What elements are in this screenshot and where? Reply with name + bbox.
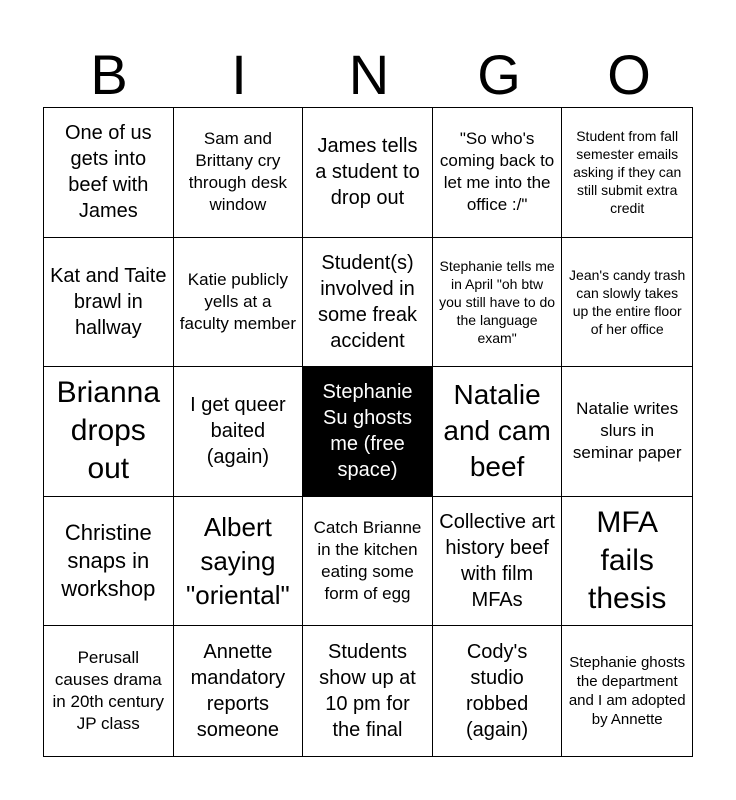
bingo-cell[interactable] <box>303 238 433 368</box>
cell-text: I get queer baited (again) <box>190 394 286 469</box>
bingo-cell[interactable] <box>433 367 563 497</box>
bingo-cell[interactable] <box>44 108 174 238</box>
bingo-cell[interactable] <box>562 238 692 368</box>
bingo-cell[interactable] <box>433 238 563 368</box>
bingo-cell[interactable] <box>433 497 563 627</box>
cell-text: Catch Brianne in the kitchen eating some form of egg <box>313 518 422 604</box>
bingo-cell[interactable] <box>303 497 433 627</box>
bingo-cell[interactable] <box>44 626 174 756</box>
cell-text: Cody's studio robbed (again) <box>465 641 529 742</box>
cell-text: MFA fails thesis <box>588 506 667 616</box>
header-letter-g: G <box>477 43 521 106</box>
cell-text: Stephanie Su ghosts me (free space) <box>322 381 413 482</box>
bingo-grid <box>43 107 693 757</box>
header-letter-b: B <box>90 43 128 106</box>
header-letter-i: I <box>231 43 247 106</box>
bingo-cell[interactable] <box>174 497 304 627</box>
bingo-cell[interactable] <box>562 108 692 238</box>
cell-text: James tells a student to drop out <box>315 135 420 210</box>
header-letter-n: N <box>348 43 390 106</box>
cell-text: Kat and Taite brawl in hallway <box>50 264 167 339</box>
cell-text: Collective art history beef with film MFAs <box>439 511 555 612</box>
bingo-cell[interactable] <box>433 626 563 756</box>
bingo-cell[interactable] <box>562 367 692 497</box>
free-space-cell[interactable] <box>303 367 433 497</box>
cell-text: Annette mandatory reports someone <box>190 641 286 742</box>
bingo-cell[interactable] <box>433 108 563 238</box>
bingo-cell[interactable] <box>562 497 692 627</box>
bingo-cell[interactable] <box>174 367 304 497</box>
bingo-cell[interactable] <box>174 626 304 756</box>
bingo-cell[interactable] <box>174 238 304 368</box>
bingo-cell[interactable] <box>44 367 174 497</box>
cell-text: Albert saying "oriental" <box>186 512 290 611</box>
cell-text: Stephanie ghosts the department and I am adopted by Annette <box>568 654 686 729</box>
cell-text: Natalie writes slurs in seminar paper <box>572 399 682 463</box>
header-letter-o: O <box>607 43 651 106</box>
cell-text: Perusall causes drama in 20th century JP class <box>52 648 165 734</box>
cell-text: Stephanie tells me in April "oh btw you still have to do the language exam" <box>439 257 556 346</box>
cell-text: Natalie and cam beef <box>443 379 551 483</box>
cell-text: Christine snaps in workshop <box>61 520 156 602</box>
bingo-cell[interactable] <box>562 626 692 756</box>
cell-text: One of us gets into beef with James <box>64 122 152 223</box>
cell-text: "So who's coming back to let me into the office :/" <box>439 129 555 215</box>
cell-text: Student from fall semester emails asking if they can still submit extra credit <box>573 128 682 217</box>
bingo-cell[interactable] <box>174 108 304 238</box>
cell-text: Students show up at 10 pm for the final <box>319 641 416 742</box>
cell-text: Katie publicly yells at a faculty member <box>179 269 296 333</box>
bingo-cell[interactable] <box>303 108 433 238</box>
bingo-cell[interactable] <box>303 626 433 756</box>
cell-text: Jean's candy trash can slowly takes up the entire floor of her office <box>569 266 686 337</box>
cell-text: Sam and Brittany cry through desk window <box>188 129 288 215</box>
cell-text: Brianna drops out <box>56 376 160 486</box>
bingo-cell[interactable] <box>44 238 174 368</box>
cell-text: Student(s) involved in some freak accident <box>318 251 417 352</box>
bingo-cell[interactable] <box>44 497 174 627</box>
bingo-header <box>44 40 694 110</box>
